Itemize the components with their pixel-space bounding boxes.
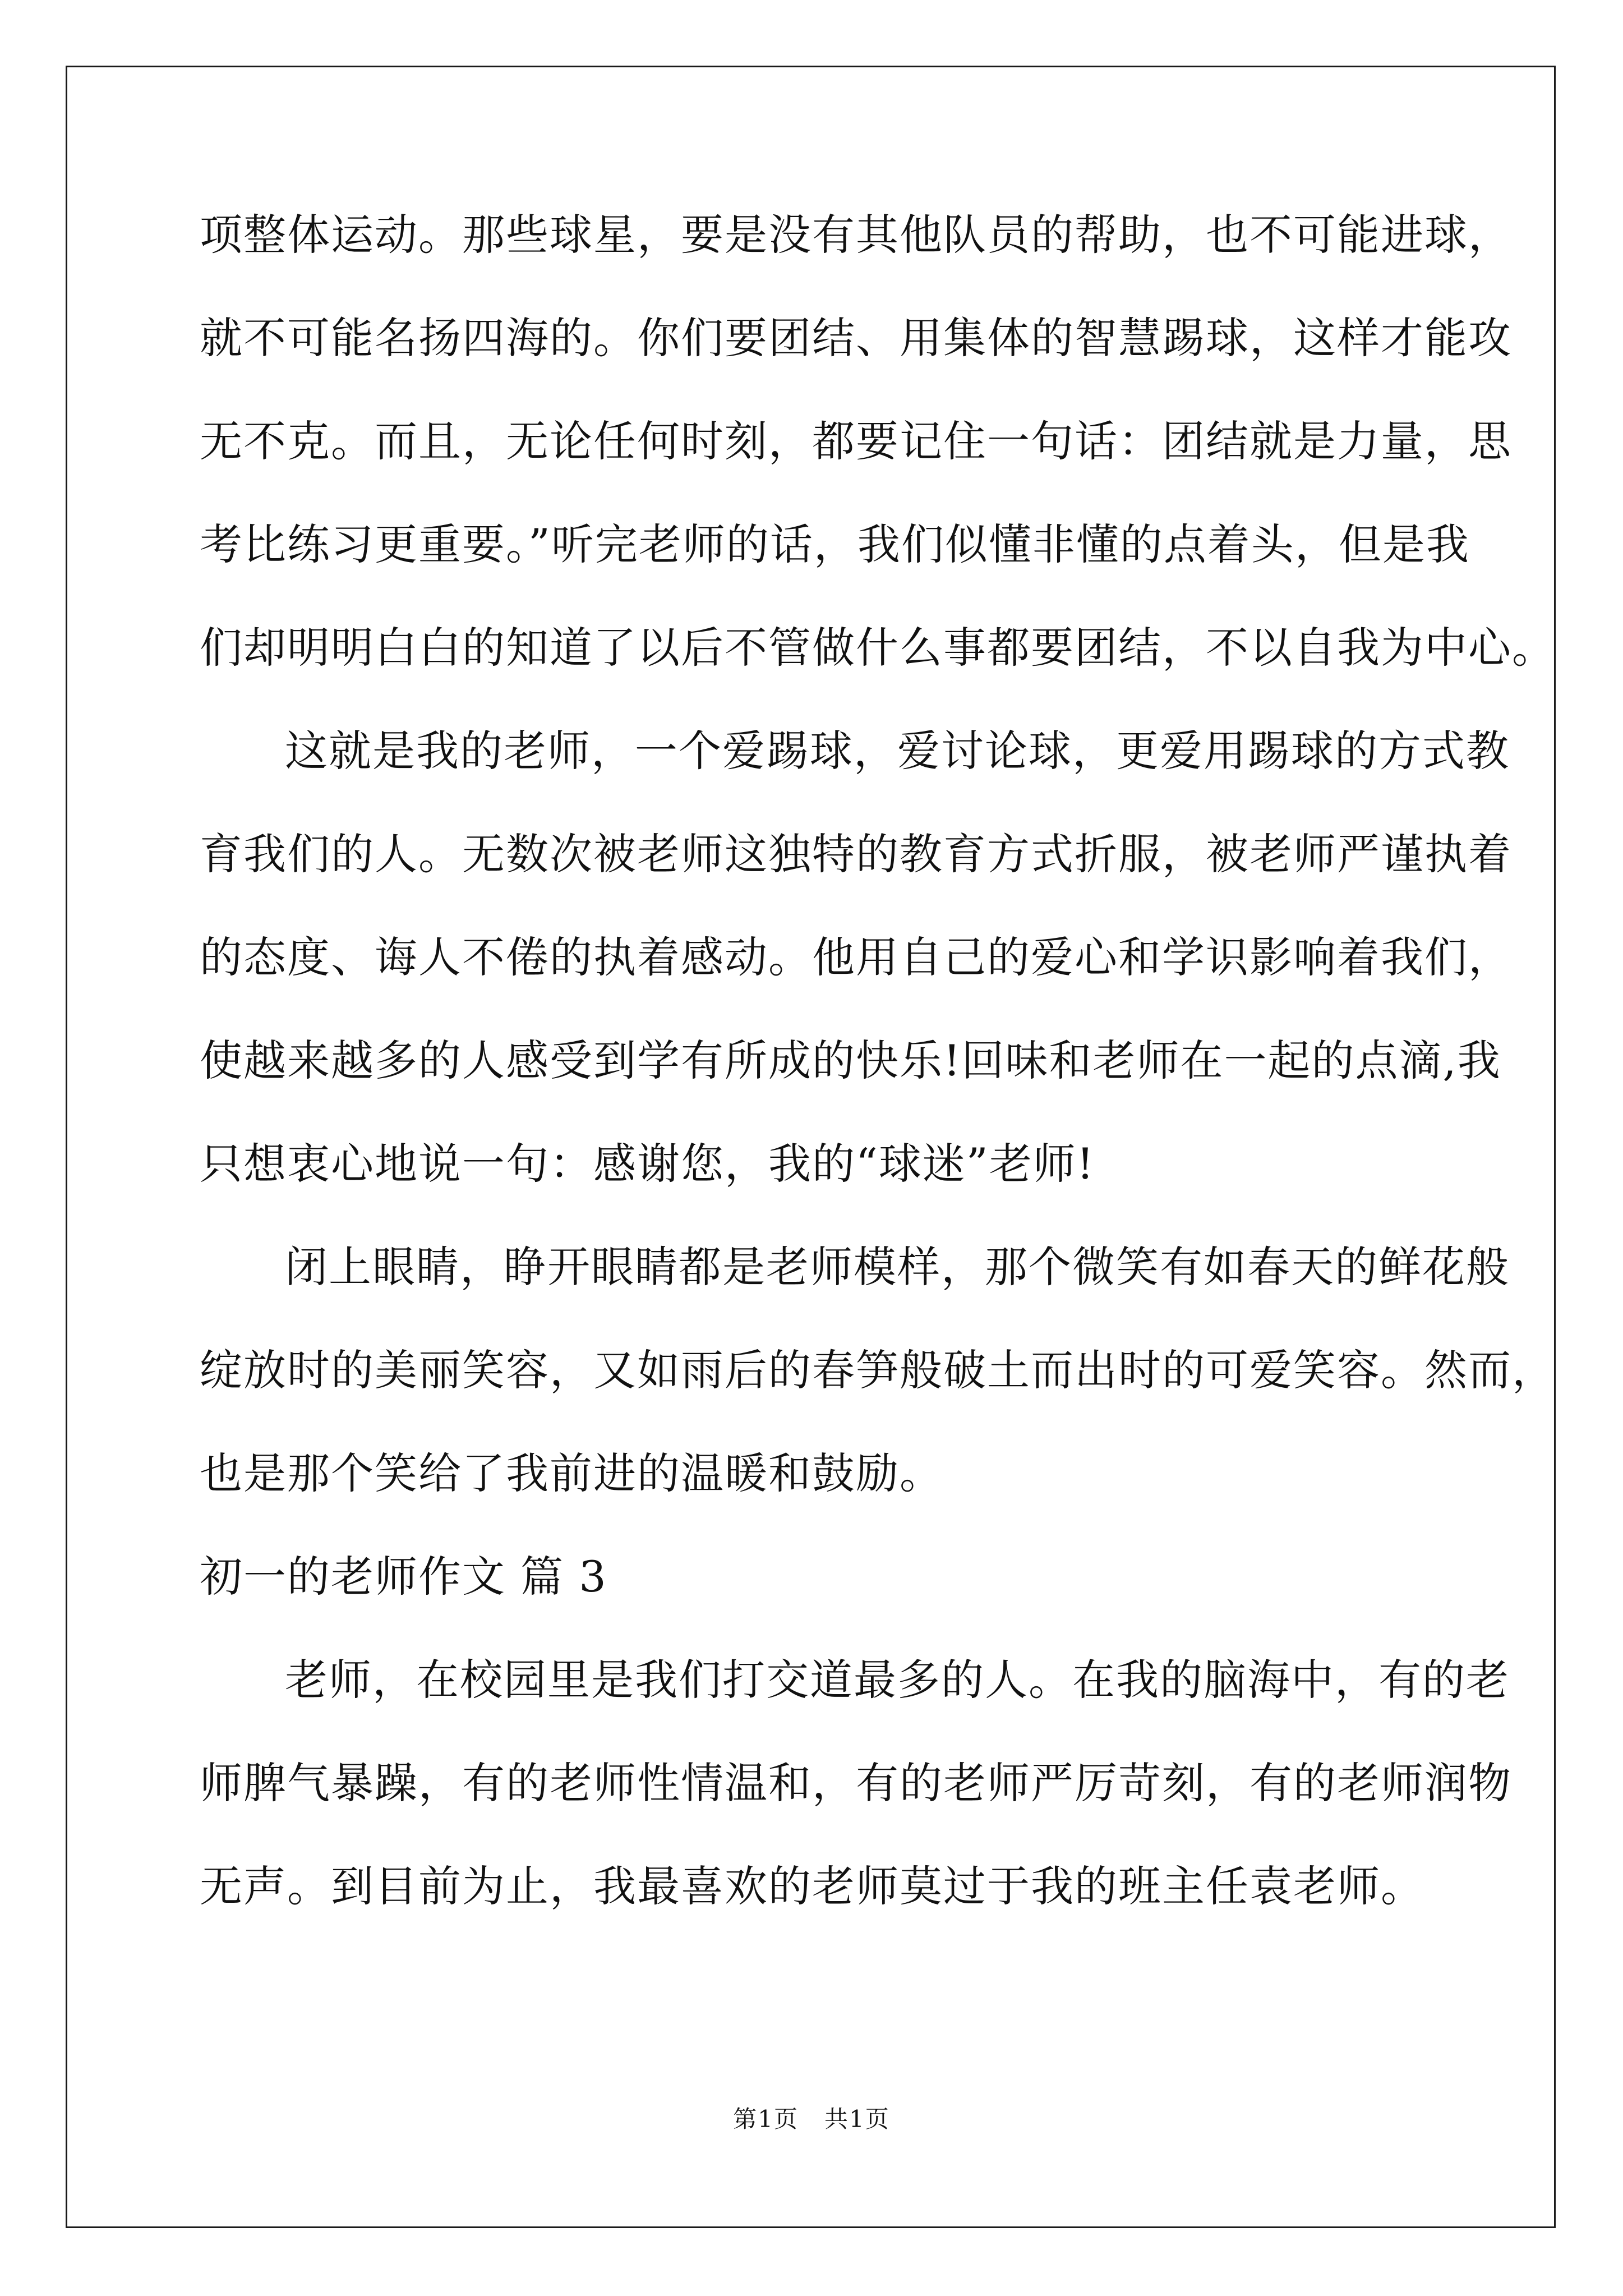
paragraph-line: 无声。到目前为止，我最喜欢的老师莫过于我的班主任袁老师。: [200, 1861, 1424, 1911]
paragraph-line: 项整体运动。那些球星，要是没有其他队员的帮助，也不可能进球，: [200, 210, 1512, 260]
page-number-current: 第1页: [733, 2105, 799, 2133]
paragraph-line: 使越来越多的人感受到学有所成的快乐!回味和老师在一起的点滴,我: [200, 1036, 1501, 1085]
paragraph-line: 也是那个笑给了我前进的温暖和鼓励。: [200, 1448, 943, 1498]
page-footer: [0, 2105, 1623, 2133]
paragraph-line: 育我们的人。无数次被老师这独特的教育方式折服，被老师严谨执着: [200, 829, 1512, 879]
paragraph-line: 绽放时的美丽笑容，又如雨后的春笋般破土而出时的可爱笑容。然而，: [200, 1345, 1556, 1395]
page-number-total: 共1页: [824, 2105, 890, 2133]
paragraph-line: 这就是我的老师，一个爱踢球，爱讨论球，更爱用踢球的方式教: [285, 726, 1510, 776]
paragraph-line: 的态度、诲人不倦的执着感动。他用自己的爱心和学识影响着我们，: [200, 932, 1512, 982]
paragraph-line: 考比练习更重要。”听完老师的话，我们似懂非懂的点着头，但是我: [200, 519, 1470, 569]
paragraph-line: 师脾气暴躁，有的老师性情温和，有的老师严厉苛刻，有的老师润物: [200, 1758, 1512, 1808]
paragraph-line: 就不可能名扬四海的。你们要团结、用集体的智慧踢球，这样才能攻: [200, 313, 1512, 363]
paragraph-line: 闭上眼睛，睁开眼睛都是老师模样，那个微笑有如春天的鲜花般: [285, 1242, 1510, 1292]
paragraph-line: 们却明明白白的知道了以后不管做什么事都要团结，不以自我为中心。: [200, 623, 1556, 673]
paragraph-line: 无不克。而且，无论任何时刻，都要记住一句话：团结就是力量，思: [200, 416, 1512, 466]
section-heading: 初一的老师作文 篇 3: [200, 1552, 607, 1602]
paragraph-line: 老师，在校园里是我们打交道最多的人。在我的脑海中，有的老: [285, 1655, 1510, 1705]
paragraph-line: 只想衷心地说一句：感谢您，我的“球迷”老师!: [200, 1139, 1095, 1189]
